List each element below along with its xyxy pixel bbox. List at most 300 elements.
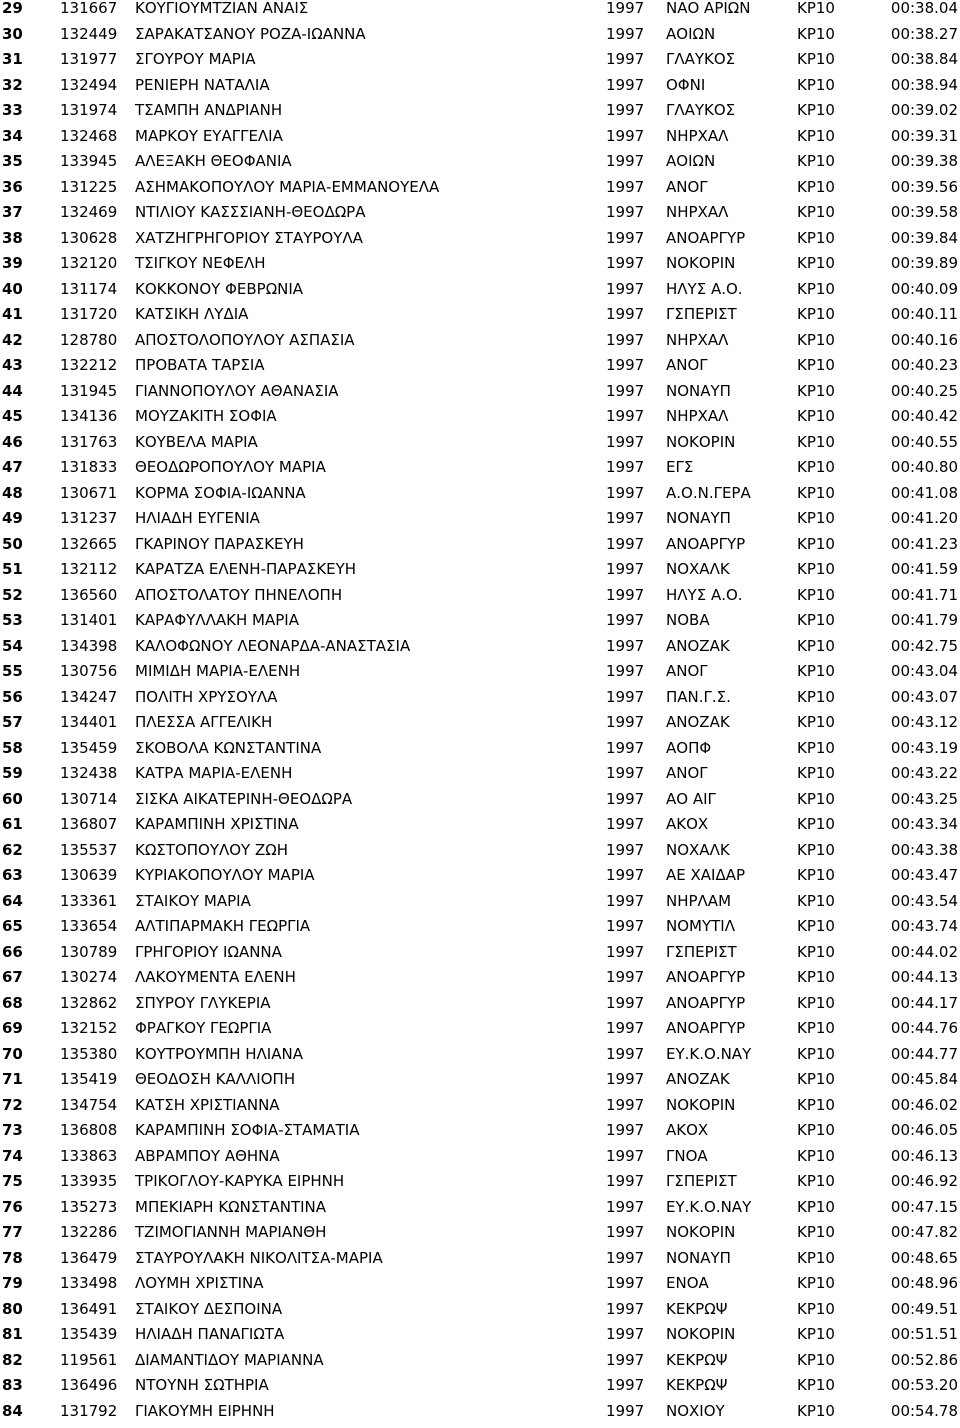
category-cell: ΚΡ10 <box>797 1122 835 1138</box>
birth-year-cell: 1997 <box>606 1403 644 1419</box>
rank-cell: 31 <box>2 51 23 67</box>
athlete-name-cell: ΜΠΕΚΙΑΡΗ ΚΩΝΣΤΑΝΤΙΝΑ <box>135 1199 326 1215</box>
table-row <box>0 714 960 740</box>
time-cell: 00:54.78 <box>891 1403 958 1419</box>
birth-year-cell: 1997 <box>606 102 644 118</box>
category-cell: ΚΡ10 <box>797 1071 835 1087</box>
club-cell: ΑΟΠΦ <box>666 740 711 756</box>
rank-cell: 53 <box>2 612 23 628</box>
rank-cell: 38 <box>2 230 23 246</box>
club-cell: ΝΗΡΧΑΛ <box>666 204 728 220</box>
athlete-name-cell: ΚΟΡΜΑ ΣΟΦΙΑ-ΙΩΑΝΝΑ <box>135 485 306 501</box>
rank-cell: 56 <box>2 689 23 705</box>
athlete-name-cell: ΤΖΙΜΟΓΙΑΝΝΗ ΜΑΡΙΑΝΘΗ <box>135 1224 326 1240</box>
birth-year-cell: 1997 <box>606 1199 644 1215</box>
club-cell: ΝΗΡΧΑΛ <box>666 128 728 144</box>
birth-year-cell: 1997 <box>606 944 644 960</box>
birth-year-cell: 1997 <box>606 1352 644 1368</box>
category-cell: ΚΡ10 <box>797 1352 835 1368</box>
athlete-name-cell: ΚΟΥΤΡΟΥΜΠΗ ΗΛΙΑΝΑ <box>135 1046 303 1062</box>
table-row <box>0 867 960 893</box>
birth-year-cell: 1997 <box>606 740 644 756</box>
table-row <box>0 230 960 256</box>
birth-year-cell: 1997 <box>606 281 644 297</box>
athlete-name-cell: ΑΣΗΜΑΚΟΠΟΥΛΟΥ ΜΑΡΙΑ-ΕΜΜΑΝΟΥΕΛΑ <box>135 179 439 195</box>
club-cell: ΝΟΚΟΡΙΝ <box>666 1326 735 1342</box>
category-cell: ΚΡ10 <box>797 1275 835 1291</box>
time-cell: 00:40.25 <box>891 383 958 399</box>
birth-year-cell: 1997 <box>606 918 644 934</box>
table-row <box>0 689 960 715</box>
club-cell: ΓΝΟΑ <box>666 1148 708 1164</box>
athlete-id-cell: 133863 <box>60 1148 117 1164</box>
athlete-name-cell: ΚΟΚΚΟΝΟΥ ΦΕΒΡΩΝΙΑ <box>135 281 303 297</box>
athlete-id-cell: 131763 <box>60 434 117 450</box>
rank-cell: 74 <box>2 1148 23 1164</box>
table-row <box>0 255 960 281</box>
athlete-id-cell: 132468 <box>60 128 117 144</box>
table-row <box>0 332 960 358</box>
table-row <box>0 434 960 460</box>
rank-cell: 72 <box>2 1097 23 1113</box>
birth-year-cell: 1997 <box>606 587 644 603</box>
athlete-name-cell: ΤΣΑΜΠΗ ΑΝΔΡΙΑΝΗ <box>135 102 282 118</box>
table-row <box>0 1122 960 1148</box>
club-cell: ΝΟΧΑΛΚ <box>666 842 730 858</box>
category-cell: ΚΡ10 <box>797 128 835 144</box>
table-row <box>0 102 960 128</box>
rank-cell: 84 <box>2 1403 23 1419</box>
club-cell: ΝΗΡΧΑΛ <box>666 332 728 348</box>
time-cell: 00:41.08 <box>891 485 958 501</box>
athlete-name-cell: ΚΑΡΑΤΖΑ ΕΛΕΝΗ-ΠΑΡΑΣΚΕΥΗ <box>135 561 356 577</box>
birth-year-cell: 1997 <box>606 1020 644 1036</box>
time-cell: 00:41.59 <box>891 561 958 577</box>
rank-cell: 68 <box>2 995 23 1011</box>
rank-cell: 49 <box>2 510 23 526</box>
athlete-id-cell: 134401 <box>60 714 117 730</box>
rank-cell: 82 <box>2 1352 23 1368</box>
athlete-id-cell: 132862 <box>60 995 117 1011</box>
time-cell: 00:39.02 <box>891 102 958 118</box>
athlete-id-cell: 131720 <box>60 306 117 322</box>
rank-cell: 58 <box>2 740 23 756</box>
club-cell: ΑΚΟΧ <box>666 1122 708 1138</box>
time-cell: 00:38.94 <box>891 77 958 93</box>
table-row <box>0 1071 960 1097</box>
athlete-name-cell: ΑΠΟΣΤΟΛΟΠΟΥΛΟΥ ΑΣΠΑΣΙΑ <box>135 332 355 348</box>
athlete-id-cell: 132112 <box>60 561 117 577</box>
club-cell: ΑΝΟΑΡΓΥΡ <box>666 995 745 1011</box>
rank-cell: 41 <box>2 306 23 322</box>
category-cell: ΚΡ10 <box>797 1403 835 1419</box>
category-cell: ΚΡ10 <box>797 357 835 373</box>
athlete-id-cell: 132494 <box>60 77 117 93</box>
category-cell: ΚΡ10 <box>797 1250 835 1266</box>
category-cell: ΚΡ10 <box>797 612 835 628</box>
athlete-name-cell: ΛΑΚΟΥΜΕΝΤΑ ΕΛΕΝΗ <box>135 969 296 985</box>
table-row <box>0 663 960 689</box>
birth-year-cell: 1997 <box>606 1046 644 1062</box>
club-cell: ΝΟΜΥΤΙΛ <box>666 918 735 934</box>
birth-year-cell: 1997 <box>606 765 644 781</box>
birth-year-cell: 1997 <box>606 1224 644 1240</box>
rank-cell: 61 <box>2 816 23 832</box>
time-cell: 00:39.56 <box>891 179 958 195</box>
athlete-id-cell: 131974 <box>60 102 117 118</box>
athlete-name-cell: ΚΟΥΓΙΟΥΜΤΖΙΑΝ ΑΝΑΙΣ <box>135 0 308 16</box>
birth-year-cell: 1997 <box>606 1071 644 1087</box>
athlete-name-cell: ΣΓΟΥΡΟΥ ΜΑΡΙΑ <box>135 51 256 67</box>
club-cell: ΝΟΚΟΡΙΝ <box>666 255 735 271</box>
rank-cell: 52 <box>2 587 23 603</box>
athlete-id-cell: 131792 <box>60 1403 117 1419</box>
athlete-name-cell: ΣΠΥΡΟΥ ΓΛΥΚΕΡΙΑ <box>135 995 271 1011</box>
category-cell: ΚΡ10 <box>797 638 835 654</box>
category-cell: ΚΡ10 <box>797 944 835 960</box>
birth-year-cell: 1997 <box>606 357 644 373</box>
athlete-name-cell: ΚΑΡΑΜΠΙΝΗ ΧΡΙΣΤΙΝΑ <box>135 816 299 832</box>
table-row <box>0 281 960 307</box>
birth-year-cell: 1997 <box>606 842 644 858</box>
athlete-id-cell: 131945 <box>60 383 117 399</box>
time-cell: 00:40.23 <box>891 357 958 373</box>
table-row <box>0 26 960 52</box>
time-cell: 00:38.84 <box>891 51 958 67</box>
club-cell: ΑΝΟΓ <box>666 765 708 781</box>
time-cell: 00:43.07 <box>891 689 958 705</box>
athlete-id-cell: 136808 <box>60 1122 117 1138</box>
athlete-name-cell: ΚΥΡΙΑΚΟΠΟΥΛΟΥ ΜΑΡΙΑ <box>135 867 315 883</box>
category-cell: ΚΡ10 <box>797 383 835 399</box>
table-row <box>0 1377 960 1403</box>
birth-year-cell: 1997 <box>606 77 644 93</box>
rank-cell: 51 <box>2 561 23 577</box>
athlete-id-cell: 133945 <box>60 153 117 169</box>
category-cell: ΚΡ10 <box>797 102 835 118</box>
birth-year-cell: 1997 <box>606 867 644 883</box>
category-cell: ΚΡ10 <box>797 1148 835 1164</box>
club-cell: ΝΟΝΑΥΠ <box>666 510 731 526</box>
rank-cell: 44 <box>2 383 23 399</box>
club-cell: ΝΟΒΑ <box>666 612 710 628</box>
rank-cell: 40 <box>2 281 23 297</box>
athlete-name-cell: ΚΟΥΒΕΛΑ ΜΑΡΙΑ <box>135 434 258 450</box>
athlete-name-cell: ΡΕΝΙΕΡΗ ΝΑΤΑΛΙΑ <box>135 77 270 93</box>
time-cell: 00:43.74 <box>891 918 958 934</box>
table-row <box>0 510 960 536</box>
club-cell: ΝΗΡΧΑΛ <box>666 408 728 424</box>
table-row <box>0 765 960 791</box>
birth-year-cell: 1997 <box>606 791 644 807</box>
club-cell: ΑΟ ΑΙΓ <box>666 791 716 807</box>
athlete-id-cell: 130274 <box>60 969 117 985</box>
athlete-id-cell: 132665 <box>60 536 117 552</box>
athlete-id-cell: 131667 <box>60 0 117 16</box>
athlete-id-cell: 130639 <box>60 867 117 883</box>
category-cell: ΚΡ10 <box>797 561 835 577</box>
athlete-name-cell: ΚΑΡΑΦΥΛΛΑΚΗ ΜΑΡΙΑ <box>135 612 299 628</box>
rank-cell: 73 <box>2 1122 23 1138</box>
time-cell: 00:44.13 <box>891 969 958 985</box>
club-cell: ΝΟΚΟΡΙΝ <box>666 434 735 450</box>
birth-year-cell: 1997 <box>606 1377 644 1393</box>
club-cell: ΓΣΠΕΡΙΣΤ <box>666 944 737 960</box>
category-cell: ΚΡ10 <box>797 306 835 322</box>
athlete-name-cell: ΜΑΡΚΟΥ ΕΥΑΓΓΕΛΙΑ <box>135 128 283 144</box>
athlete-id-cell: 128780 <box>60 332 117 348</box>
rank-cell: 60 <box>2 791 23 807</box>
rank-cell: 48 <box>2 485 23 501</box>
birth-year-cell: 1997 <box>606 1097 644 1113</box>
athlete-id-cell: 132469 <box>60 204 117 220</box>
time-cell: 00:43.12 <box>891 714 958 730</box>
table-row <box>0 1020 960 1046</box>
time-cell: 00:43.47 <box>891 867 958 883</box>
table-row <box>0 816 960 842</box>
club-cell: ΠΑΝ.Γ.Σ. <box>666 689 731 705</box>
rank-cell: 66 <box>2 944 23 960</box>
time-cell: 00:43.04 <box>891 663 958 679</box>
time-cell: 00:44.17 <box>891 995 958 1011</box>
time-cell: 00:44.77 <box>891 1046 958 1062</box>
time-cell: 00:53.20 <box>891 1377 958 1393</box>
rank-cell: 43 <box>2 357 23 373</box>
rank-cell: 30 <box>2 26 23 42</box>
birth-year-cell: 1997 <box>606 714 644 730</box>
club-cell: ΕΓΣ <box>666 459 693 475</box>
time-cell: 00:38.27 <box>891 26 958 42</box>
rank-cell: 80 <box>2 1301 23 1317</box>
table-row <box>0 153 960 179</box>
time-cell: 00:46.02 <box>891 1097 958 1113</box>
category-cell: ΚΡ10 <box>797 1173 835 1189</box>
birth-year-cell: 1997 <box>606 255 644 271</box>
category-cell: ΚΡ10 <box>797 1199 835 1215</box>
rank-cell: 62 <box>2 842 23 858</box>
athlete-name-cell: ΣΙΣΚΑ ΑΙΚΑΤΕΡΙΝΗ-ΘΕΟΔΩΡΑ <box>135 791 352 807</box>
club-cell: ΗΛΥΣ Α.Ο. <box>666 281 743 297</box>
athlete-name-cell: ΤΡΙΚΟΓΛΟΥ-ΚΑΡΥΚΑ ΕΙΡΗΝΗ <box>135 1173 344 1189</box>
club-cell: ΕΥ.Κ.Ο.ΝΑΥ <box>666 1046 751 1062</box>
club-cell: ΟΦΝΙ <box>666 77 705 93</box>
time-cell: 00:39.84 <box>891 230 958 246</box>
table-row <box>0 485 960 511</box>
birth-year-cell: 1997 <box>606 51 644 67</box>
category-cell: ΚΡ10 <box>797 689 835 705</box>
rank-cell: 45 <box>2 408 23 424</box>
table-row <box>0 1326 960 1352</box>
rank-cell: 35 <box>2 153 23 169</box>
athlete-id-cell: 136560 <box>60 587 117 603</box>
club-cell: ΓΛΑΥΚΟΣ <box>666 51 735 67</box>
rank-cell: 39 <box>2 255 23 271</box>
category-cell: ΚΡ10 <box>797 893 835 909</box>
time-cell: 00:41.23 <box>891 536 958 552</box>
time-cell: 00:39.89 <box>891 255 958 271</box>
table-row <box>0 128 960 154</box>
category-cell: ΚΡ10 <box>797 587 835 603</box>
time-cell: 00:47.15 <box>891 1199 958 1215</box>
rank-cell: 33 <box>2 102 23 118</box>
athlete-id-cell: 134754 <box>60 1097 117 1113</box>
category-cell: ΚΡ10 <box>797 969 835 985</box>
athlete-id-cell: 135537 <box>60 842 117 858</box>
category-cell: ΚΡ10 <box>797 179 835 195</box>
table-row <box>0 0 960 26</box>
category-cell: ΚΡ10 <box>797 1326 835 1342</box>
birth-year-cell: 1997 <box>606 969 644 985</box>
birth-year-cell: 1997 <box>606 179 644 195</box>
birth-year-cell: 1997 <box>606 1301 644 1317</box>
athlete-id-cell: 135273 <box>60 1199 117 1215</box>
category-cell: ΚΡ10 <box>797 663 835 679</box>
time-cell: 00:38.04 <box>891 0 958 16</box>
birth-year-cell: 1997 <box>606 434 644 450</box>
table-row <box>0 383 960 409</box>
athlete-id-cell: 136807 <box>60 816 117 832</box>
club-cell: ΚΕΚΡΩΨ <box>666 1377 727 1393</box>
athlete-id-cell: 132120 <box>60 255 117 271</box>
club-cell: ΑΝΟΖΑΚ <box>666 638 730 654</box>
athlete-id-cell: 132212 <box>60 357 117 373</box>
table-row <box>0 1250 960 1276</box>
table-row <box>0 459 960 485</box>
birth-year-cell: 1997 <box>606 536 644 552</box>
athlete-name-cell: ΛΟΥΜΗ ΧΡΙΣΤΙΝΑ <box>135 1275 264 1291</box>
athlete-id-cell: 133935 <box>60 1173 117 1189</box>
category-cell: ΚΡ10 <box>797 255 835 271</box>
table-row <box>0 1301 960 1327</box>
club-cell: ΑΝΟΑΡΓΥΡ <box>666 969 745 985</box>
time-cell: 00:47.82 <box>891 1224 958 1240</box>
table-row <box>0 791 960 817</box>
rank-cell: 47 <box>2 459 23 475</box>
club-cell: ΑΝΟΑΡΓΥΡ <box>666 1020 745 1036</box>
time-cell: 00:44.02 <box>891 944 958 960</box>
club-cell: ΝΟΝΑΥΠ <box>666 383 731 399</box>
club-cell: ΑΝΟΓ <box>666 179 708 195</box>
time-cell: 00:45.84 <box>891 1071 958 1087</box>
birth-year-cell: 1997 <box>606 485 644 501</box>
rank-cell: 83 <box>2 1377 23 1393</box>
athlete-name-cell: ΦΡΑΓΚΟΥ ΓΕΩΡΓΙΑ <box>135 1020 271 1036</box>
athlete-name-cell: ΣΤΑΙΚΟΥ ΜΑΡΙΑ <box>135 893 251 909</box>
club-cell: ΑΝΟΓ <box>666 357 708 373</box>
category-cell: ΚΡ10 <box>797 740 835 756</box>
rank-cell: 55 <box>2 663 23 679</box>
rank-cell: 32 <box>2 77 23 93</box>
time-cell: 00:46.05 <box>891 1122 958 1138</box>
category-cell: ΚΡ10 <box>797 867 835 883</box>
rank-cell: 75 <box>2 1173 23 1189</box>
category-cell: ΚΡ10 <box>797 153 835 169</box>
time-cell: 00:51.51 <box>891 1326 958 1342</box>
rank-cell: 67 <box>2 969 23 985</box>
club-cell: ΑΟΙΩΝ <box>666 26 715 42</box>
athlete-name-cell: ΑΒΡΑΜΠΟΥ ΑΘΗΝΑ <box>135 1148 280 1164</box>
club-cell: ΓΛΑΥΚΟΣ <box>666 102 735 118</box>
rank-cell: 78 <box>2 1250 23 1266</box>
category-cell: ΚΡ10 <box>797 510 835 526</box>
category-cell: ΚΡ10 <box>797 842 835 858</box>
birth-year-cell: 1997 <box>606 306 644 322</box>
club-cell: ΕΝΟΑ <box>666 1275 709 1291</box>
rank-cell: 81 <box>2 1326 23 1342</box>
birth-year-cell: 1997 <box>606 638 644 654</box>
athlete-name-cell: ΗΛΙΑΔΗ ΠΑΝΑΓΙΩΤΑ <box>135 1326 284 1342</box>
rank-cell: 63 <box>2 867 23 883</box>
table-row <box>0 969 960 995</box>
club-cell: ΑΕ ΧΑΙΔΑΡ <box>666 867 745 883</box>
athlete-id-cell: 135459 <box>60 740 117 756</box>
category-cell: ΚΡ10 <box>797 791 835 807</box>
birth-year-cell: 1997 <box>606 612 644 628</box>
club-cell: ΕΥ.Κ.Ο.ΝΑΥ <box>666 1199 751 1215</box>
time-cell: 00:49.51 <box>891 1301 958 1317</box>
time-cell: 00:39.31 <box>891 128 958 144</box>
athlete-id-cell: 132152 <box>60 1020 117 1036</box>
category-cell: ΚΡ10 <box>797 408 835 424</box>
birth-year-cell: 1997 <box>606 459 644 475</box>
category-cell: ΚΡ10 <box>797 1097 835 1113</box>
club-cell: ΑΝΟΖΑΚ <box>666 714 730 730</box>
table-row <box>0 77 960 103</box>
club-cell: ΑΚΟΧ <box>666 816 708 832</box>
rank-cell: 64 <box>2 893 23 909</box>
category-cell: ΚΡ10 <box>797 459 835 475</box>
birth-year-cell: 1997 <box>606 663 644 679</box>
rank-cell: 59 <box>2 765 23 781</box>
category-cell: ΚΡ10 <box>797 536 835 552</box>
table-row <box>0 1352 960 1378</box>
category-cell: ΚΡ10 <box>797 1046 835 1062</box>
club-cell: ΓΣΠΕΡΙΣΤ <box>666 1173 737 1189</box>
time-cell: 00:52.86 <box>891 1352 958 1368</box>
athlete-id-cell: 131225 <box>60 179 117 195</box>
club-cell: ΝΑΟ ΑΡΙΩΝ <box>666 0 750 16</box>
club-cell: ΑΟΙΩΝ <box>666 153 715 169</box>
rank-cell: 57 <box>2 714 23 730</box>
birth-year-cell: 1997 <box>606 204 644 220</box>
club-cell: ΗΛΥΣ Α.Ο. <box>666 587 743 603</box>
club-cell: ΝΟΚΟΡΙΝ <box>666 1224 735 1240</box>
athlete-name-cell: ΑΛΤΙΠΑΡΜΑΚΗ ΓΕΩΡΓΙΑ <box>135 918 310 934</box>
birth-year-cell: 1997 <box>606 1173 644 1189</box>
category-cell: ΚΡ10 <box>797 281 835 297</box>
time-cell: 00:40.42 <box>891 408 958 424</box>
athlete-name-cell: ΣΑΡΑΚΑΤΣΑΝΟΥ ΡΟΖΑ-ΙΩΑΝΝΑ <box>135 26 366 42</box>
table-row <box>0 204 960 230</box>
category-cell: ΚΡ10 <box>797 204 835 220</box>
athlete-name-cell: ΚΑΡΑΜΠΙΝΗ ΣΟΦΙΑ-ΣΤΑΜΑΤΙΑ <box>135 1122 359 1138</box>
rank-cell: 42 <box>2 332 23 348</box>
athlete-id-cell: 131833 <box>60 459 117 475</box>
athlete-name-cell: ΑΠΟΣΤΟΛΑΤΟΥ ΠΗΝΕΛΟΠΗ <box>135 587 342 603</box>
athlete-name-cell: ΤΣΙΓΚΟΥ ΝΕΦΕΛΗ <box>135 255 266 271</box>
athlete-name-cell: ΧΑΤΖΗΓΡΗΓΟΡΙΟΥ ΣΤΑΥΡΟΥΛΑ <box>135 230 363 246</box>
birth-year-cell: 1997 <box>606 153 644 169</box>
rank-cell: 79 <box>2 1275 23 1291</box>
athlete-name-cell: ΗΛΙΑΔΗ ΕΥΓΕΝΙΑ <box>135 510 260 526</box>
club-cell: ΑΝΟΑΡΓΥΡ <box>666 230 745 246</box>
athlete-name-cell: ΠΛΕΣΣΑ ΑΓΓΕΛΙΚΗ <box>135 714 272 730</box>
table-row <box>0 1173 960 1199</box>
time-cell: 00:42.75 <box>891 638 958 654</box>
table-row <box>0 1148 960 1174</box>
birth-year-cell: 1997 <box>606 816 644 832</box>
athlete-id-cell: 133361 <box>60 893 117 909</box>
